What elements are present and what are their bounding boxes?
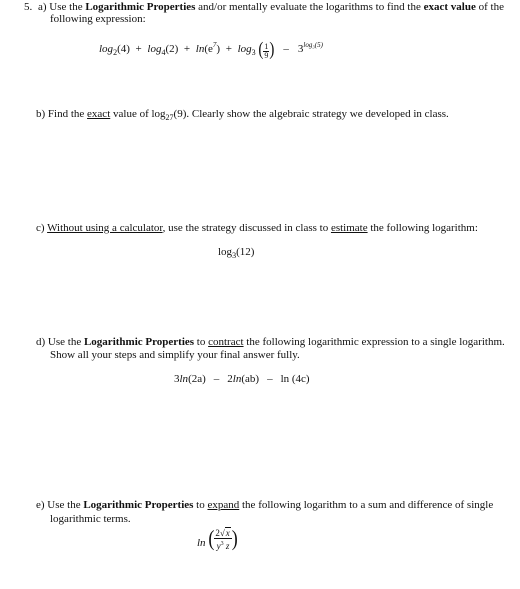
problem-number: 5. — [24, 1, 33, 13]
part-a-label: a) — [38, 1, 47, 13]
part-a-instructions-line2: following expression: — [50, 13, 146, 25]
part-d-instructions-line2: Show all your steps and simplify your final answer fully. — [50, 349, 300, 361]
part-d-question: d) Use the Logarithmic Properties to contract the following logarithmic expression to a single logarithm. — [36, 336, 505, 348]
part-e-question: e) Use the Logarithmic Properties to expand the following logarithm to a sum and difference of single — [36, 499, 494, 511]
part-e-instructions-line2: logarithmic terms. — [50, 513, 131, 525]
part-d-expression: 3ln(2a) – 2ln(ab) – ln (4c) — [174, 373, 310, 385]
part-a-instructions: a) Use the Logarithmic Properties and/or mentally evaluate the logarithms to find the exact value of the — [38, 1, 504, 13]
part-e-expression: ln ( $\frac{2√x}{y^3 z}$ ) — [197, 525, 238, 551]
part-b-question: b) Find the exact value of $\log_{27}(9)$. Clearly show the algebraic strategy we developed in class. — [36, 108, 449, 122]
part-c-question: c) Without using a calculator, use the strategy discussed in class to estimate the following logarithm: — [36, 222, 478, 234]
part-a-expression: $\log_2(4) + \log_4(2) + \ln(e^7) + \log_3$ ( $\frac{1}{9}$ ) – $3^{log_3(5)}$ — [99, 40, 323, 60]
part-c-expression: $\log_3(12)$ — [218, 246, 255, 260]
